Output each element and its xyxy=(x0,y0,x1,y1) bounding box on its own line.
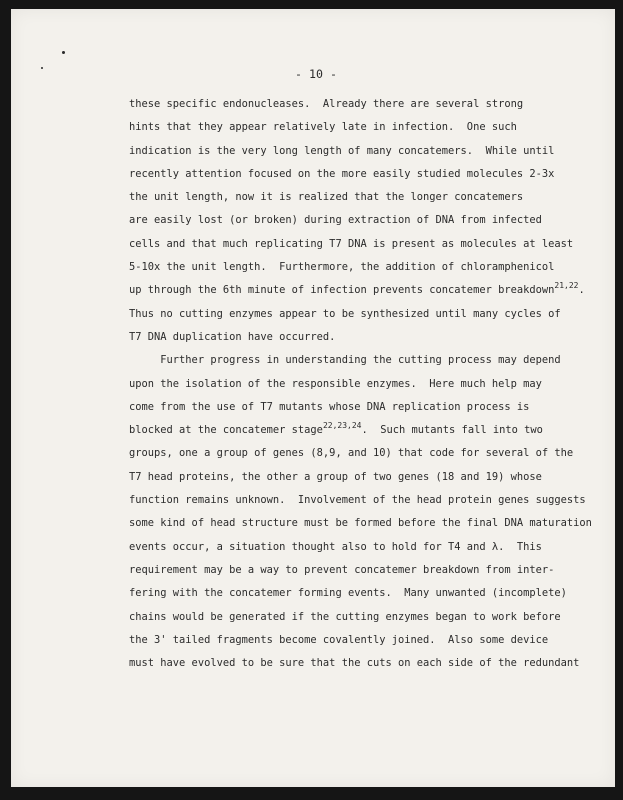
text-line xyxy=(129,279,599,302)
document-page xyxy=(11,9,615,787)
line-text: cells and that much replicating T7 DNA is present as molecules at least xyxy=(129,237,574,250)
text-line xyxy=(129,442,599,465)
body-text xyxy=(129,93,599,675)
line-text: the unit length, now it is realized that the longer concatemers xyxy=(129,191,524,204)
text-line xyxy=(129,466,599,489)
line-text-after: . Such mutants fall into two xyxy=(361,424,543,437)
line-text: come from the use of T7 mutants whose DNA replication process is xyxy=(129,400,530,413)
line-text: 5-10x the unit length. Furthermore, the addition of chloramphenicol xyxy=(129,261,555,274)
text-line xyxy=(129,606,599,629)
text-line xyxy=(129,536,599,559)
ink-speck xyxy=(62,51,65,54)
text-line xyxy=(129,233,599,256)
line-text-after: . xyxy=(578,284,585,297)
line-text: the 3' tailed fragments become covalently joined. Also some device xyxy=(129,633,549,646)
line-text: must have evolved to be sure that the cuts on each side of the redundant xyxy=(129,657,580,670)
text-line xyxy=(129,163,599,186)
line-text: T7 DNA duplication have occurred. xyxy=(129,330,336,343)
text-line xyxy=(129,419,599,442)
line-text: fering with the concatemer forming events. Many unwanted (incomplete) xyxy=(129,587,567,600)
text-line xyxy=(129,652,599,675)
text-line xyxy=(129,373,599,396)
citation-superscript: 21,22 xyxy=(554,281,579,291)
text-line xyxy=(129,326,599,349)
line-text: upon the isolation of the responsible enzymes. Here much help may xyxy=(129,377,542,390)
line-text: T7 head proteins, the other a group of two genes (18 and 19) whose xyxy=(129,470,542,483)
text-line xyxy=(129,396,599,419)
line-text: these specific endonucleases. Already there are several strong xyxy=(129,98,524,110)
line-text: Thus no cutting enzymes appear to be synthesized until many cycles of xyxy=(129,307,561,320)
text-line xyxy=(129,489,599,512)
page-number: - 10 - xyxy=(295,67,337,81)
text-line xyxy=(129,116,599,139)
line-text: requirement may be a way to prevent concatemer breakdown from inter- xyxy=(129,563,555,576)
text-line xyxy=(129,256,599,279)
line-text: indication is the very long length of many concatemers. While until xyxy=(129,144,555,157)
text-line xyxy=(129,349,599,372)
line-text: function remains unknown. Involvement of the head protein genes suggests xyxy=(129,494,586,507)
line-text: are easily lost (or broken) during extraction of DNA from infected xyxy=(129,214,542,227)
text-line xyxy=(129,93,599,116)
text-line xyxy=(129,629,599,652)
citation-superscript: 22,23,24 xyxy=(322,421,362,431)
line-text: recently attention focused on the more easily studied molecules 2-3x xyxy=(129,167,555,180)
text-line xyxy=(129,303,599,326)
line-text: blocked at the concatemer stage xyxy=(129,424,323,437)
line-text: chains would be generated if the cutting enzymes began to work before xyxy=(129,610,561,623)
text-line xyxy=(129,140,599,163)
text-line xyxy=(129,582,599,605)
line-text: events occur, a situation thought also to hold for T4 and λ. This xyxy=(129,540,542,553)
text-line xyxy=(129,186,599,209)
text-line xyxy=(129,512,599,535)
line-text: hints that they appear relatively late in infection. One such xyxy=(129,121,517,134)
line-text: up through the 6th minute of infection prevents concatemer breakdown xyxy=(129,284,555,297)
line-text: some kind of head structure must be formed before the final DNA maturation xyxy=(129,517,592,530)
text-line xyxy=(129,559,599,582)
line-text: Further progress in understanding the cutting process may depend xyxy=(129,354,561,367)
text-line xyxy=(129,209,599,232)
line-text: groups, one a group of genes (8,9, and 10) that code for several of the xyxy=(129,447,574,460)
